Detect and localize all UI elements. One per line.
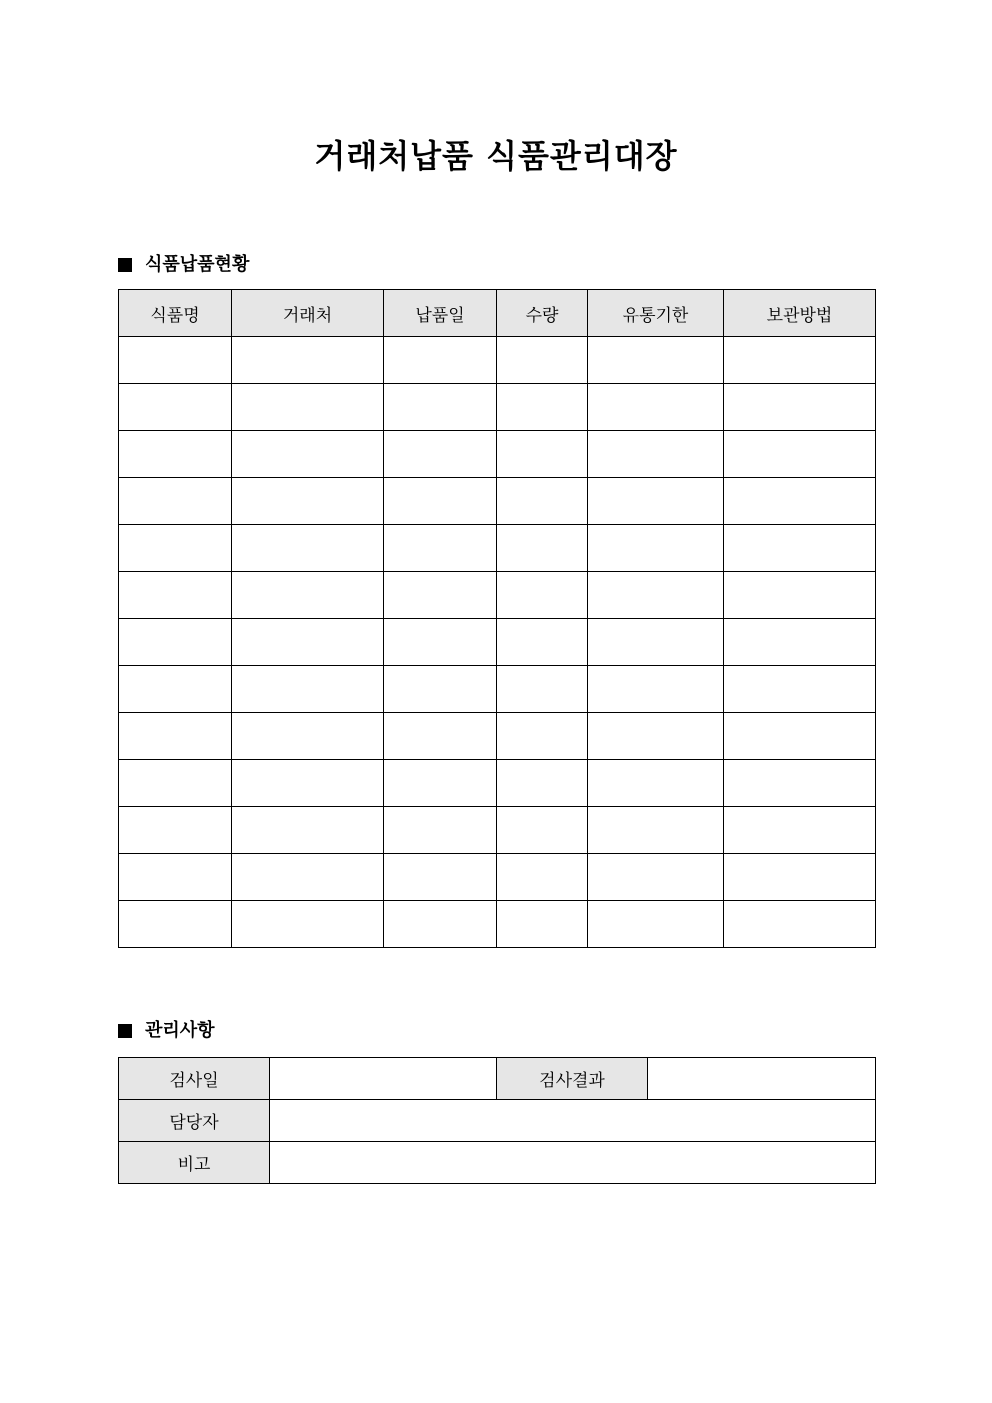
storage-method-cell[interactable] [724,431,876,478]
expiration-date-cell[interactable] [588,431,724,478]
table-row [119,572,876,619]
food-name-cell[interactable] [119,525,232,572]
food-name-cell[interactable] [119,572,232,619]
expiration-date-cell[interactable] [588,807,724,854]
table-row [119,337,876,384]
expiration-date-cell[interactable] [588,619,724,666]
supplier-cell[interactable] [232,478,384,525]
supplier-cell[interactable] [232,807,384,854]
supplier-cell[interactable] [232,431,384,478]
remarks-row [119,1142,876,1184]
storage-method-cell[interactable] [724,384,876,431]
storage-method-cell[interactable] [724,619,876,666]
quantity-cell[interactable] [497,901,588,948]
delivery-date-cell[interactable] [384,431,497,478]
supplier-cell[interactable] [232,337,384,384]
manager-label: 담당자 [119,1100,270,1142]
table-row [119,854,876,901]
manager-field[interactable] [270,1100,876,1142]
square-bullet-icon [118,1024,132,1038]
column-header-expiration-date: 유통기한 [588,290,724,337]
column-header-supplier: 거래처 [232,290,384,337]
expiration-date-cell[interactable] [588,713,724,760]
delivery-table-body [119,337,876,948]
inspection-result-field[interactable] [648,1058,876,1100]
supplier-cell[interactable] [232,384,384,431]
delivery-date-cell[interactable] [384,337,497,384]
quantity-cell[interactable] [497,384,588,431]
table-row [119,478,876,525]
table-row [119,431,876,478]
storage-method-cell[interactable] [724,807,876,854]
storage-method-cell[interactable] [724,525,876,572]
expiration-date-cell[interactable] [588,337,724,384]
food-name-cell[interactable] [119,337,232,384]
expiration-date-cell[interactable] [588,854,724,901]
column-header-delivery-date: 납품일 [384,290,497,337]
quantity-cell[interactable] [497,431,588,478]
storage-method-cell[interactable] [724,713,876,760]
expiration-date-cell[interactable] [588,525,724,572]
food-name-cell[interactable] [119,854,232,901]
supplier-cell[interactable] [232,901,384,948]
food-name-cell[interactable] [119,431,232,478]
storage-method-cell[interactable] [724,854,876,901]
supplier-cell[interactable] [232,713,384,760]
management-table [118,1057,876,1184]
delivery-date-cell[interactable] [384,384,497,431]
column-header-food-name: 식품명 [119,290,232,337]
delivery-section-title: 식품납품현황 [145,254,250,275]
supplier-cell[interactable] [232,525,384,572]
manager-row [119,1100,876,1142]
delivery-date-cell[interactable] [384,666,497,713]
inspection-date-label: 검사일 [119,1058,270,1100]
food-name-cell[interactable] [119,478,232,525]
delivery-date-cell[interactable] [384,478,497,525]
quantity-cell[interactable] [497,478,588,525]
quantity-cell[interactable] [497,572,588,619]
storage-method-cell[interactable] [724,666,876,713]
delivery-date-cell[interactable] [384,901,497,948]
food-name-cell[interactable] [119,901,232,948]
remarks-label: 비고 [119,1142,270,1184]
expiration-date-cell[interactable] [588,572,724,619]
column-header-storage-method: 보관방법 [724,290,876,337]
quantity-cell[interactable] [497,525,588,572]
table-row [119,760,876,807]
supplier-cell[interactable] [232,572,384,619]
expiration-date-cell[interactable] [588,760,724,807]
delivery-section-heading [118,253,249,277]
storage-method-cell[interactable] [724,478,876,525]
table-row [119,666,876,713]
delivery-date-cell[interactable] [384,619,497,666]
quantity-cell[interactable] [497,666,588,713]
quantity-cell[interactable] [497,713,588,760]
table-row [119,901,876,948]
table-row [119,384,876,431]
food-name-cell[interactable] [119,384,232,431]
square-bullet-icon [118,258,132,272]
delivery-date-cell[interactable] [384,760,497,807]
column-header-quantity: 수량 [497,290,588,337]
delivery-table [118,289,876,948]
food-name-cell[interactable] [119,619,232,666]
storage-method-cell[interactable] [724,572,876,619]
inspection-result-label: 검사결과 [497,1058,648,1100]
quantity-cell[interactable] [497,854,588,901]
delivery-date-cell[interactable] [384,572,497,619]
storage-method-cell[interactable] [724,760,876,807]
delivery-date-cell[interactable] [384,854,497,901]
delivery-date-cell[interactable] [384,525,497,572]
management-section-title: 관리사항 [145,1020,215,1041]
delivery-date-cell[interactable] [384,713,497,760]
table-row [119,525,876,572]
inspection-date-field[interactable] [270,1058,497,1100]
supplier-cell[interactable] [232,619,384,666]
remarks-field[interactable] [270,1142,876,1184]
supplier-cell[interactable] [232,760,384,807]
food-name-cell[interactable] [119,760,232,807]
delivery-date-cell[interactable] [384,807,497,854]
expiration-date-cell[interactable] [588,666,724,713]
supplier-cell[interactable] [232,854,384,901]
expiration-date-cell[interactable] [588,901,724,948]
food-name-cell[interactable] [119,713,232,760]
storage-method-cell[interactable] [724,337,876,384]
management-section-heading [118,1019,215,1043]
food-name-cell[interactable] [119,666,232,713]
document-title: 거래처납품 식품관리대장 [314,137,678,175]
quantity-cell[interactable] [497,619,588,666]
inspection-row [119,1058,876,1100]
delivery-header-row [119,290,876,337]
table-row [119,713,876,760]
quantity-cell[interactable] [497,807,588,854]
quantity-cell[interactable] [497,760,588,807]
table-row [119,619,876,666]
expiration-date-cell[interactable] [588,384,724,431]
storage-method-cell[interactable] [724,901,876,948]
expiration-date-cell[interactable] [588,478,724,525]
food-name-cell[interactable] [119,807,232,854]
supplier-cell[interactable] [232,666,384,713]
table-row [119,807,876,854]
quantity-cell[interactable] [497,337,588,384]
